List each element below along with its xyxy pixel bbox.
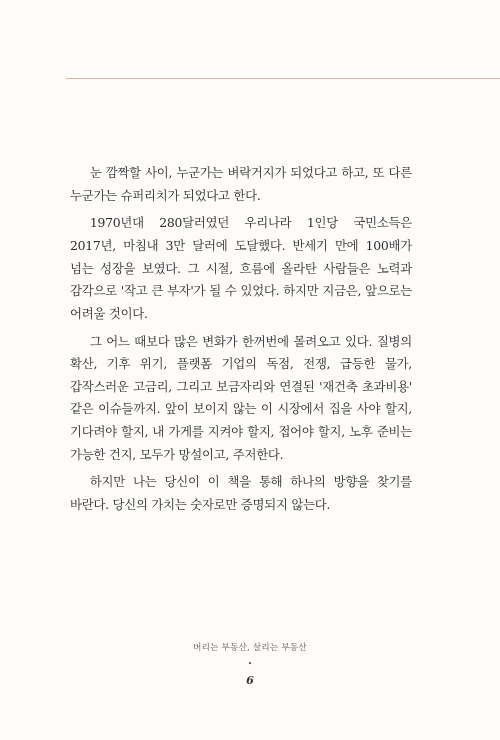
paragraph-1: 눈 깜짝할 사이, 누군가는 벼락거지가 되었다고 하고, 또 다른 누군가는 슈퍼리치가 되었다고 한다.: [70, 165, 412, 203]
paragraph-2: 1970년대 280달러였던 우리나라 1인당 국민소득은 2017년, 마침내 3만 달러에 도달했다. 반세기 만에 100배가 넘는 성장을 보였다. 그 시절, 흐름에 올라탄 사람들은 노력과 감각으로 '작고 큰 부자'가 될 수 있었다. 하지만 지금은, 앞으로는 어려울 것이다.: [70, 215, 412, 321]
page-number: 6: [246, 674, 254, 687]
paragraph-3: 그 어느 때보다 많은 변화가 한꺼번에 몰려오고 있다. 질병의 확산, 기후 위기, 플랫폼 기업의 독점, 전쟁, 급등한 물가, 갑작스러운 고금리, 그리고 보금자리와 연결된 '재건축 초과비용' 같은 이슈들까지. 앞이 보이지 않는 이 시장에서 집을 사야 할지, 기다려야 할지, 내 가게를 지켜야 할지, 접어야 할지, 노후 준비는 가능한 건지, 모두가 망설이고, 주저한다.: [70, 333, 412, 462]
body-text: [70, 162, 412, 522]
header-rule: [66, 78, 500, 79]
paragraph-4: 하지만 나는 당신이 이 책을 통해 하나의 방향을 찾기를 바란다. 당신의 가치는 숫자로만 증명되지 않는다.: [70, 474, 412, 512]
running-title: 버리는 부동산, 살리는 부동산: [193, 643, 307, 653]
footer-dot: •: [247, 660, 253, 668]
